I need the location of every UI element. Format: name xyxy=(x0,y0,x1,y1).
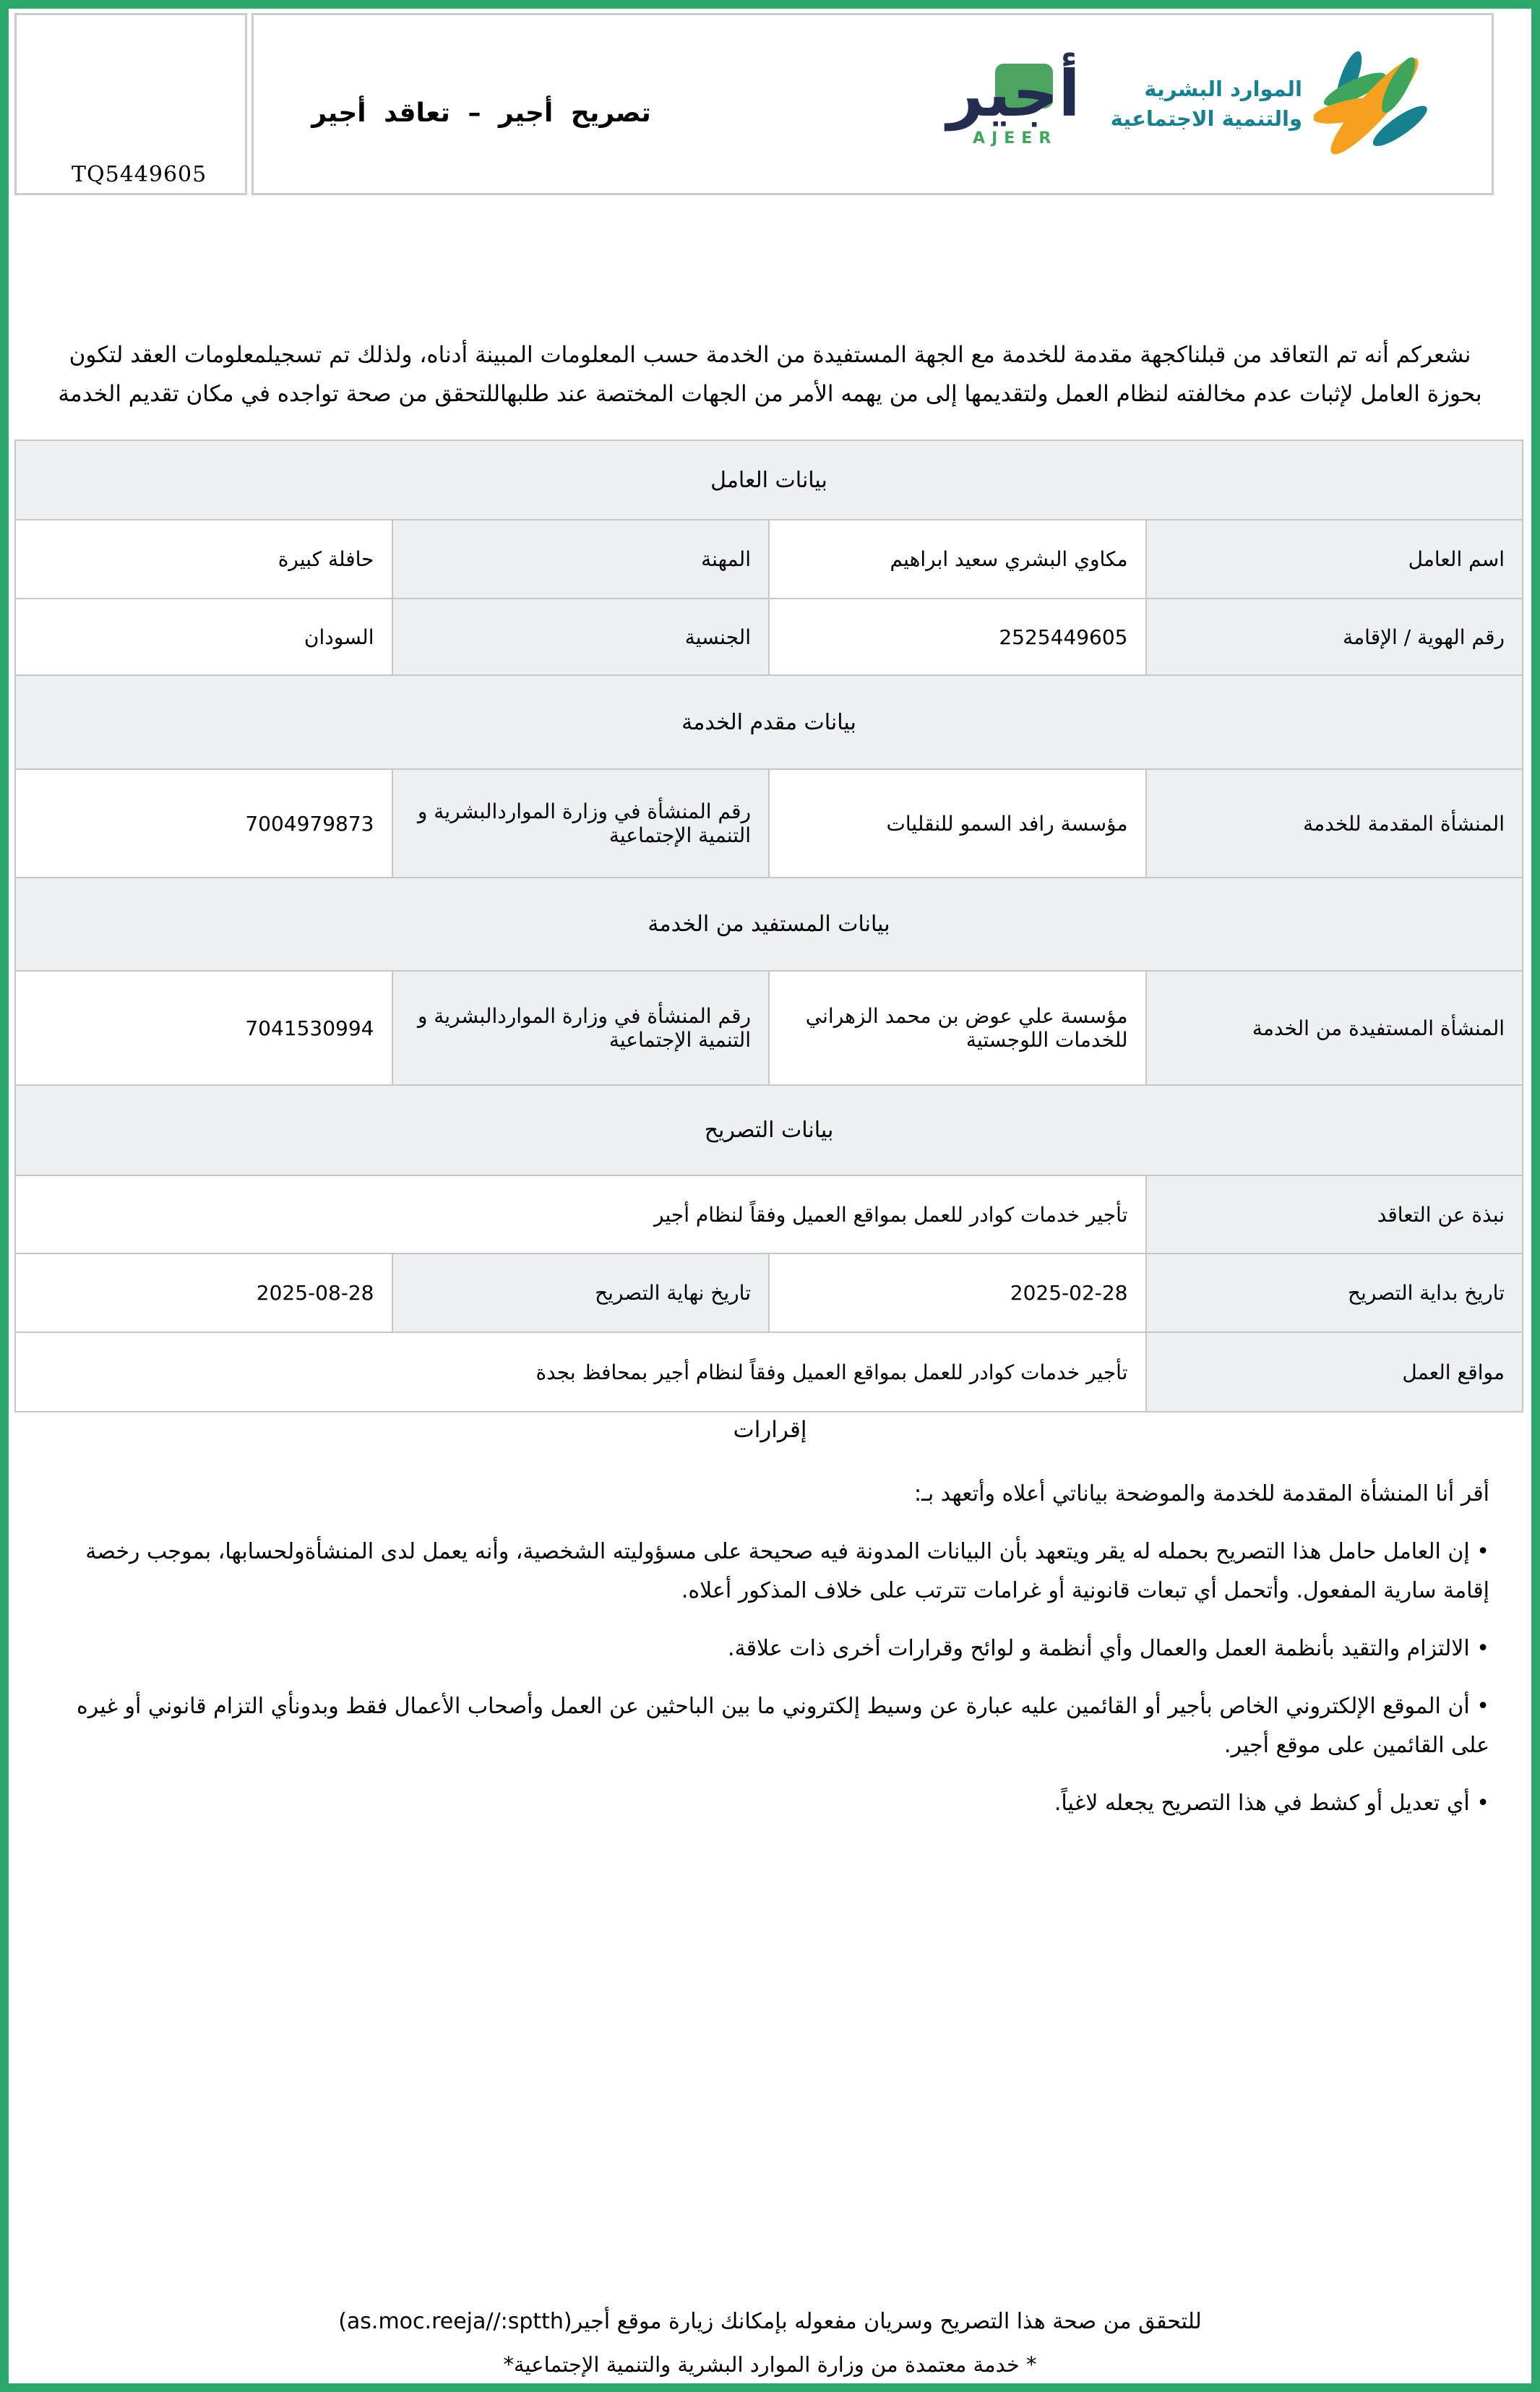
table-row xyxy=(15,971,1523,1085)
work-locations-value: تأجير خدمات كوادر للعمل بمواقع العميل وفقاً لنظام أجير بمحافظ بجدة xyxy=(15,1332,1146,1412)
provider-establishment-label: المنشأة المقدمة للخدمة xyxy=(1146,769,1523,878)
header xyxy=(14,13,1494,195)
beneficiary-establishment-label: المنشأة المستفيدة من الخدمة xyxy=(1146,971,1523,1085)
footer-verify-line: للتحقق من صحة هذا التصريح وسريان مفعوله بإمكانك زيارة موقع أجير(as.moc.reeja//:sptth) xyxy=(338,2309,1202,2334)
ministry-logo-line1: الموارد البشرية xyxy=(1144,77,1302,102)
nationality-value: السودان xyxy=(15,599,392,675)
table-row xyxy=(15,1175,1523,1253)
profession-value: حافلة كبيرة xyxy=(15,520,392,599)
table-row xyxy=(15,1332,1523,1412)
table-row xyxy=(15,599,1523,675)
work-locations-label: مواقع العمل xyxy=(1146,1332,1523,1412)
provider-establishment-value: مؤسسة رافد السمو للنقليات xyxy=(769,769,1146,878)
ajeer-logo xyxy=(947,56,1080,147)
declaration-item: • أي تعديل أو كشط في هذا التصريح يجعله لاغياً. xyxy=(51,1784,1489,1823)
ministry-logo xyxy=(1111,44,1441,164)
mhrsd-palm-icon xyxy=(1314,44,1441,164)
table-row xyxy=(15,1253,1523,1332)
title-box xyxy=(251,13,1494,195)
ministry-logo-line2: والتنمية الاجتماعية xyxy=(1110,106,1302,131)
ajeer-logo-arabic: أجير xyxy=(947,56,1080,132)
declaration-item: • أن الموقع الإلكتروني الخاص بأجير أو القائمين عليه عبارة عن وسيط إلكتروني ما بين الباحثين عن العمل وأصحاب الأعمال فقط وبدونأي التزام قانوني أو غيره على القائمين على موقع أجير. xyxy=(51,1687,1489,1765)
beneficiary-establishment-value: مؤسسة علي عوض بن محمد الزهراني للخدمات اللوجستية xyxy=(769,971,1146,1085)
ministry-logo-text xyxy=(1111,74,1302,133)
contract-about-value: تأجير خدمات كوادر للعمل بمواقع العميل وفقاً لنظام أجير xyxy=(15,1175,1146,1253)
page-title: تصريح أجير – تعاقد أجير xyxy=(311,98,651,128)
end-date-value: 2025-08-28 xyxy=(15,1253,392,1332)
section-row-beneficiary xyxy=(15,878,1523,971)
declaration-item: • الالتزام والتقيد بأنظمة العمل والعمال وأي أنظمة و لوائح وقرارات أخرى ذات علاقة. xyxy=(51,1629,1489,1668)
id-number-label: رقم الهوية / الإقامة xyxy=(1146,599,1523,675)
nationality-label: الجنسية xyxy=(392,599,770,675)
provider-number-label: رقم المنشأة في وزارة المواردالبشرية و التنمية الإجتماعية xyxy=(392,769,770,878)
permit-number-box xyxy=(14,13,247,195)
id-number-value: 2525449605 xyxy=(769,599,1146,675)
declarations-list xyxy=(51,1532,1489,1823)
section-title-beneficiary: بيانات المستفيد من الخدمة xyxy=(15,878,1523,971)
section-row-worker xyxy=(15,440,1523,520)
end-date-label: تاريخ نهاية التصريح xyxy=(392,1253,770,1332)
start-date-value: 2025-02-28 xyxy=(769,1253,1146,1332)
profession-label: المهنة xyxy=(392,520,770,599)
declarations-intro: أقر أنا المنشأة المقدمة للخدمة والموضحة بياناتي أعلاه وأتعهد بـ: xyxy=(913,1481,1489,1506)
footer-accredited-line: * خدمة معتمدة من وزارة الموارد البشرية والتنمية الإجتماعية* xyxy=(503,2352,1037,2377)
section-row-provider xyxy=(15,675,1523,769)
section-title-permit: بيانات التصريح xyxy=(15,1085,1523,1175)
section-title-worker: بيانات العامل xyxy=(15,440,1523,520)
intro-paragraph: نشعركم أنه تم التعاقد من قبلناكجهة مقدمة للخدمة مع الجهة المستفيدة من الخدمة حسب المعلومات المبينة أدناه، ولذلك تم تسجيلمعلومات العقد لتكون بحوزة العامل لإثبات عدم مخالفته لنظام العمل ولتقديمها إلى من يهمه الأمر من الجهات المختصة عند طلبهاللتحقق من صحة تواجده في مكان تقديم الخدمة xyxy=(58,342,1482,408)
provider-number-value: 7004979873 xyxy=(15,769,392,878)
table-row xyxy=(15,520,1523,599)
section-title-provider: بيانات مقدم الخدمة xyxy=(15,675,1523,769)
worker-name-label: اسم العامل xyxy=(1146,520,1523,599)
declarations xyxy=(51,1475,1489,1842)
section-row-permit xyxy=(15,1085,1523,1175)
permit-data-table xyxy=(14,440,1523,1413)
declaration-item: • إن العامل حامل هذا التصريح بحمله له يقر ويتعهد بأن البيانات المدونة فيه صحيحة على مسؤوليته الشخصية، وأنه يعمل لدى المنشأةولحسابها، بموجب رخصة إقامة سارية المفعول. وأتحمل أي تبعات قانونية أو غرامات تترتب على خلاف المذكور أعلاه. xyxy=(51,1532,1489,1611)
start-date-label: تاريخ بداية التصريح xyxy=(1146,1253,1523,1332)
table-row xyxy=(15,769,1523,878)
worker-name-value: مكاوي البشري سعيد ابراهيم xyxy=(769,520,1146,599)
logos xyxy=(947,15,1441,193)
contract-about-label: نبذة عن التعاقد xyxy=(1146,1175,1523,1253)
declarations-title: إقرارات xyxy=(733,1417,807,1443)
beneficiary-number-value: 7041530994 xyxy=(15,971,392,1085)
beneficiary-number-label: رقم المنشأة في وزارة المواردالبشرية و التنمية الإجتماعية xyxy=(392,971,770,1085)
ajeer-logo-latin: AJEER xyxy=(973,129,1058,147)
permit-number: TQ5449605 xyxy=(72,162,207,187)
